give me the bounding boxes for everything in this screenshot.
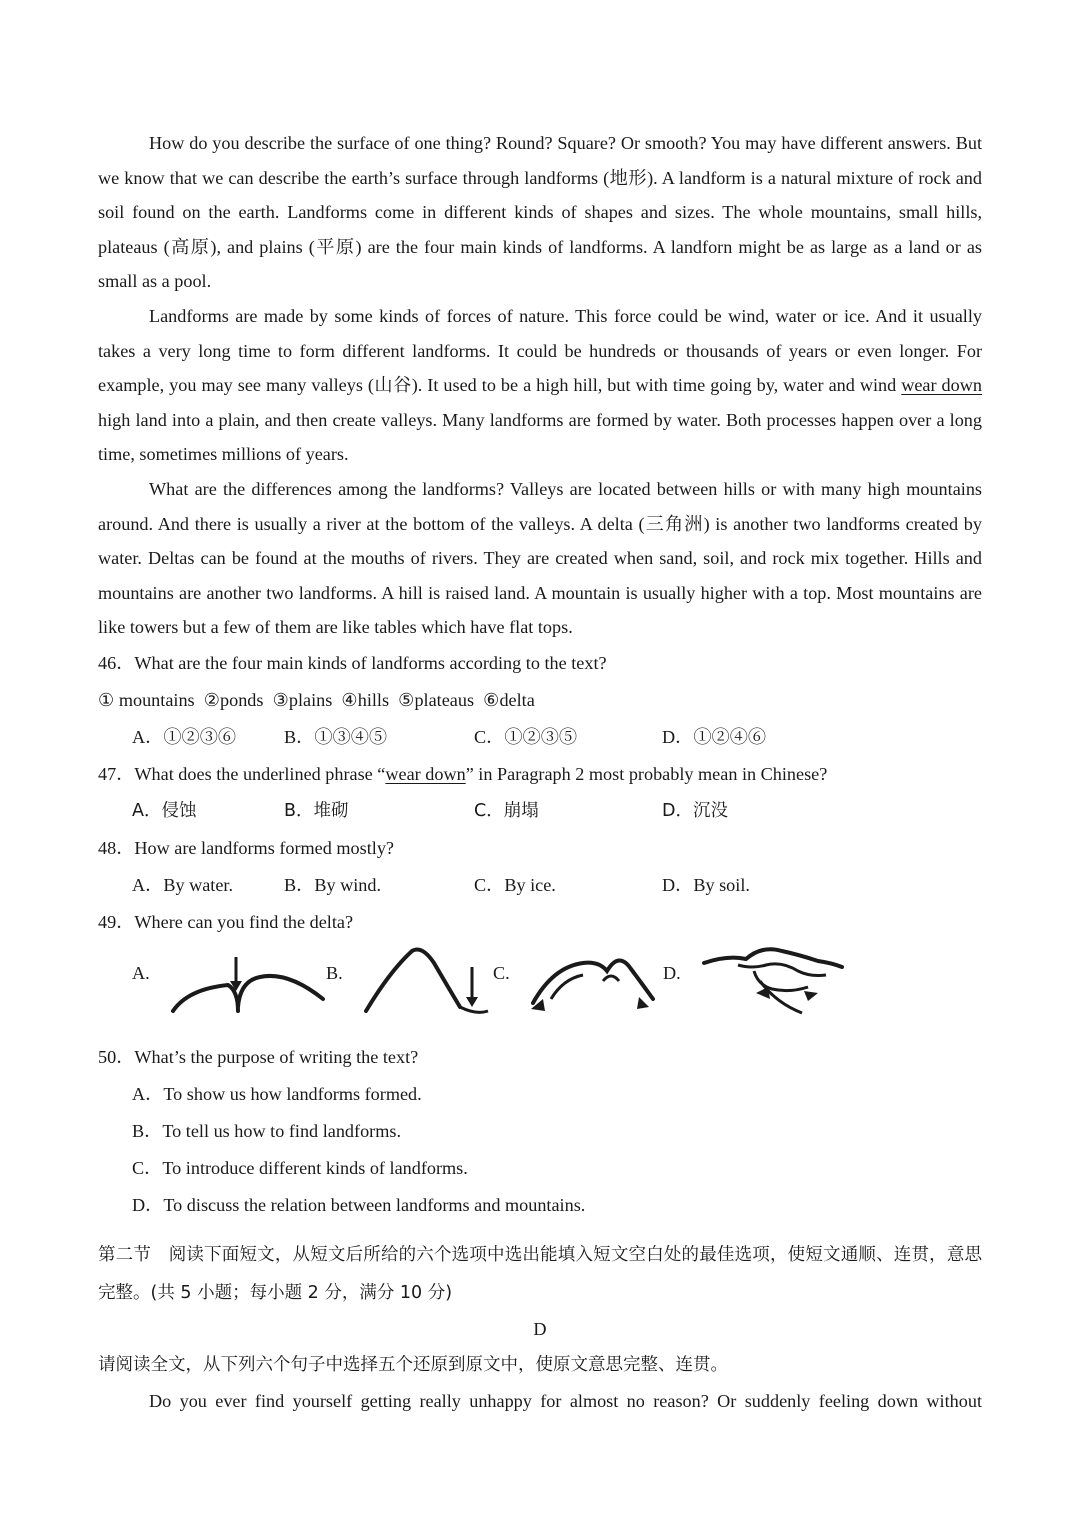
- section-2-direction: 请阅读全文，从下列六个句子中选择五个还原到原文中，使原文意思完整、连贯。: [98, 1354, 728, 1375]
- question-47-options: [132, 793, 982, 830]
- option-a[interactable]: A．By water.: [132, 874, 234, 895]
- option-c[interactable]: C．To introduce different kinds of landforms.: [132, 1157, 468, 1178]
- option-c[interactable]: C．崩塌: [474, 800, 539, 821]
- option-c[interactable]: C.: [493, 962, 510, 983]
- option-d[interactable]: D．沉没: [662, 800, 728, 821]
- exam-page: [98, 126, 982, 1419]
- option-d[interactable]: D．①②④⑥: [662, 726, 767, 747]
- landform-picture-c[interactable]: [523, 941, 663, 1021]
- option-d[interactable]: D.: [663, 962, 681, 983]
- question-49-picture-options: [98, 941, 982, 1039]
- landform-picture-d[interactable]: [698, 941, 848, 1025]
- landform-picture-a[interactable]: [168, 941, 328, 1021]
- section-2-instruction: 第二节 阅读下面短文，从短文后所给的六个选项中选出能填入短文空白处的最佳选项，使短文通顺、连贯，意思完整。(共 5 小题；每小题 2 分，满分 10 分): [98, 1244, 982, 1303]
- option-d[interactable]: D．To discuss the relation between landforms and mountains.: [132, 1194, 586, 1215]
- underlined-phrase: wear down: [385, 763, 466, 784]
- paragraph-text: Landforms are made by some kinds of forces of nature. This force could be wind, water or ice. And it usually takes a very long time to form different landforms. It could be hundreds or thousands of years or even longer. For example, you may see many valleys (山谷). It used to be a high hill, but with time going by, water and wind: [98, 305, 982, 396]
- passage-paragraph-3: [98, 472, 982, 645]
- question-50-options: [132, 1076, 982, 1224]
- passage-d-first-line: Do you ever find yourself getting really unhappy for almost no reason? Or suddenly feeling down without: [149, 1390, 982, 1411]
- question-46-options: [132, 719, 982, 756]
- passage-paragraph-2: [98, 299, 982, 472]
- option-a[interactable]: A．侵蚀: [132, 800, 197, 821]
- option-b[interactable]: B．①③④⑤: [284, 726, 388, 747]
- option-b[interactable]: B．By wind.: [284, 874, 382, 895]
- question-48-options: [132, 867, 982, 904]
- option-b[interactable]: B.: [326, 962, 343, 983]
- option-a[interactable]: A．To show us how landforms formed.: [132, 1083, 422, 1104]
- option-d[interactable]: D．By soil.: [662, 874, 750, 895]
- option-a[interactable]: A．①②③⑥: [132, 726, 237, 747]
- option-a[interactable]: A.: [132, 962, 150, 983]
- option-b[interactable]: B．To tell us how to find landforms.: [132, 1120, 401, 1141]
- paragraph-text: What are the differences among the landforms? Valleys are located between hills or with many high mountains around. And there is usually a river at the bottom of the valleys. A delta (三角洲) is another two landforms created by water. Deltas can be found at the mouths of rivers. They are created when sand, soil, and rock mix together. Hills and mountains are another two landforms. A hill is raised land. A mountain is usually higher with a top. Most mountains are like towers but a few of them are like tables which have flat tops.: [98, 478, 982, 638]
- passage-paragraph-1: [98, 126, 982, 299]
- paragraph-text: high land into a plain, and then create valleys. Many landforms are formed by water. Both processes happen over a long time, sometimes millions of years.: [98, 409, 982, 465]
- question-46-item-list: ① mountains ②ponds ③plains ④hills ⑤plateaus ⑥delta: [98, 689, 535, 710]
- question-50-stem: 50．What’s the purpose of writing the text?: [98, 1046, 419, 1067]
- option-b[interactable]: B．堆砌: [284, 800, 349, 821]
- paragraph-text: How do you describe the surface of one thing? Round? Square? Or smooth? You may have different answers. But we know that we can describe the earth’s surface through landforms (地形). A landform is a natural mixture of rock and soil found on the earth. Landforms come in different kinds of shapes and sizes. The whole mountains, small hills, plateaus (高原), and plains (平原) are the four main kinds of landforms. A landforn might be as large as a land or as small as a pool.: [98, 133, 982, 292]
- question-49-stem: 49．Where can you find the delta?: [98, 911, 354, 932]
- question-46-stem: 46．What are the four main kinds of landforms according to the text?: [98, 652, 607, 673]
- option-c[interactable]: C．①②③⑤: [474, 726, 578, 747]
- question-47-stem: 47．What does the underlined phrase “wear down” in Paragraph 2 most probably mean in Chinese?: [98, 763, 828, 784]
- landform-picture-b[interactable]: [360, 941, 496, 1021]
- passage-letter: D: [533, 1318, 547, 1339]
- option-c[interactable]: C．By ice.: [474, 874, 556, 895]
- question-48-stem: 48．How are landforms formed mostly?: [98, 837, 394, 858]
- underlined-phrase: wear down: [901, 375, 982, 396]
